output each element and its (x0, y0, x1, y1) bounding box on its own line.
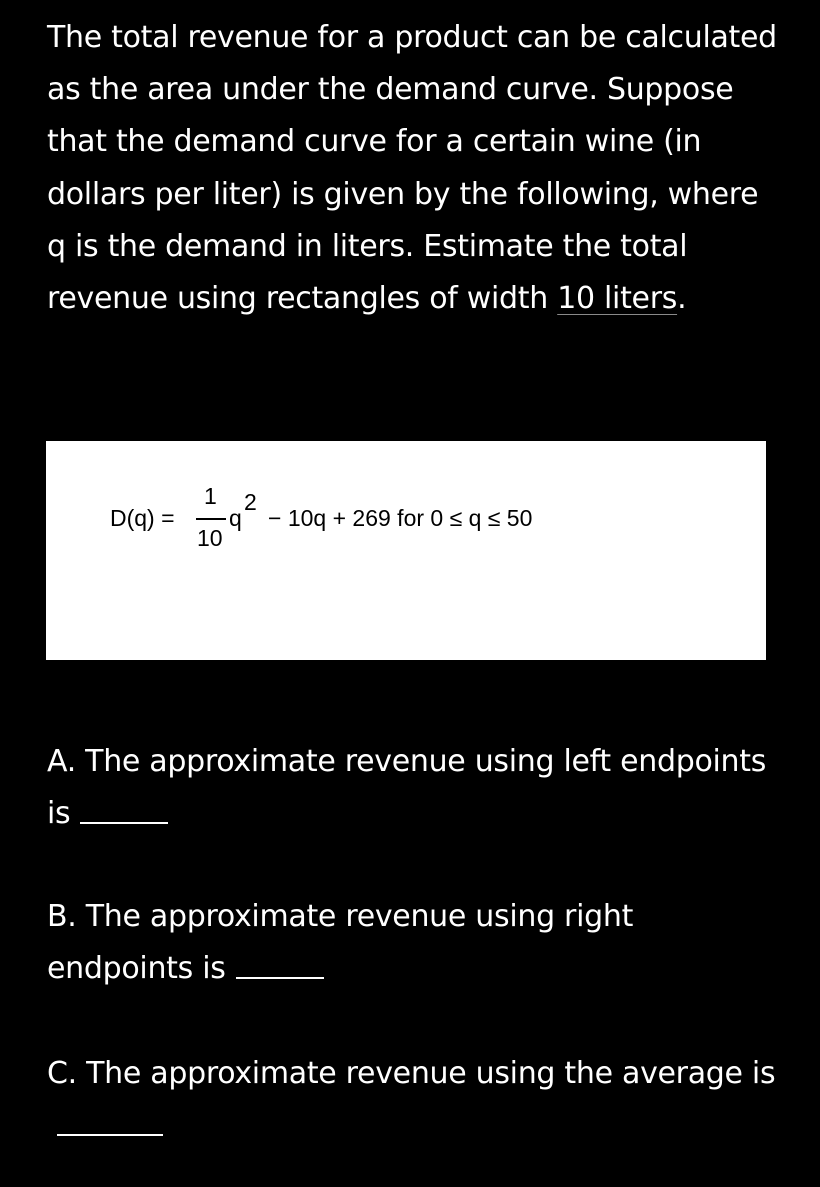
question-a (47, 736, 777, 840)
question-a-text: A. The approximate revenue using left endpoints is (47, 744, 767, 832)
width-term-link[interactable]: 10 liters (557, 281, 678, 317)
problem-text: The total revenue for a product can be calculated as the area under the demand curve. Suppose that the demand curve for a certain wine (in dollars per liter) is given by the following, where q is the demand in liters. Estimate the total revenue using rectangles of width (47, 20, 777, 317)
fraction-bar (196, 518, 226, 520)
answer-blank-a[interactable] (80, 821, 168, 824)
question-b-text: B. The approximate revenue using right endpoints is (47, 899, 634, 987)
formula-numerator: 1 (204, 483, 217, 509)
problem-text-end: . (677, 281, 687, 317)
formula-denominator: 10 (197, 525, 223, 551)
formula-rest: − 10q + 269 for 0 ≤ q ≤ 50 (268, 505, 533, 531)
answer-blank-b[interactable] (236, 976, 324, 979)
question-b (47, 891, 777, 995)
formula-exponent: 2 (244, 489, 257, 515)
formula-lhs: D(q) = (110, 505, 175, 531)
demand-formula (110, 485, 710, 555)
formula-image (46, 441, 766, 660)
question-c (47, 1048, 777, 1152)
problem-statement (47, 12, 777, 325)
answer-blank-c[interactable] (57, 1133, 163, 1136)
formula-variable: q (229, 505, 242, 531)
question-c-text: C. The approximate revenue using the average is (47, 1056, 776, 1091)
